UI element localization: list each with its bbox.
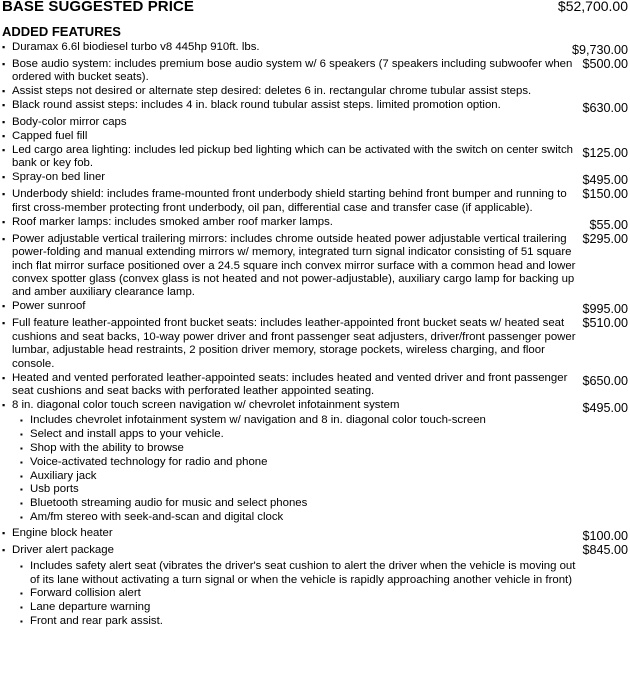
feature-item xyxy=(2,527,630,543)
feature-description xyxy=(12,300,582,313)
bullet-icon: ▪ xyxy=(2,172,6,183)
bullet-icon: ▪ xyxy=(2,400,6,411)
sub-feature-item xyxy=(20,511,578,525)
feature-text: Heated and vented perforated leather-appointed seats: includes heated and vented driver and front passenger seat cushions and seat backs with perforated leather appointed seating. xyxy=(12,371,568,398)
bullet-icon: ▪ xyxy=(2,86,6,96)
sub-feature-item xyxy=(20,442,578,456)
sub-feature-text: Bluetooth streaming audio for music and select phones xyxy=(30,497,308,510)
bullet-icon: ▪ xyxy=(2,216,6,227)
feature-item xyxy=(2,188,630,215)
sub-bullet-icon: ▪ xyxy=(20,416,23,426)
sub-feature-text: Lane departure warning xyxy=(30,601,151,614)
feature-description xyxy=(12,527,582,540)
feature-text: Power sunroof xyxy=(12,300,86,313)
sub-feature-text: Auxiliary jack xyxy=(30,469,97,482)
sub-bullet-icon: ▪ xyxy=(20,430,23,440)
feature-item xyxy=(2,85,630,98)
feature-text: Body-color mirror caps xyxy=(12,116,127,128)
bullet-icon: ▪ xyxy=(2,131,6,141)
sub-feature-item xyxy=(20,560,578,588)
feature-price: $995.00 xyxy=(582,302,628,317)
feature-item xyxy=(2,233,630,300)
feature-description xyxy=(12,233,582,300)
feature-description xyxy=(12,317,582,371)
sub-bullet-icon: ▪ xyxy=(20,617,23,627)
feature-price: $500.00 xyxy=(582,56,628,71)
feature-price: $125.00 xyxy=(582,146,628,160)
feature-item xyxy=(2,58,630,85)
feature-price: $55.00 xyxy=(589,217,628,232)
sub-bullet-icon: ▪ xyxy=(20,499,23,509)
feature-description xyxy=(12,171,582,184)
feature-sublist xyxy=(20,414,578,524)
feature-text: Engine block heater xyxy=(12,527,113,540)
bullet-icon: ▪ xyxy=(2,117,6,127)
feature-text: Power adjustable vertical trailering mirrors: includes chrome outside heated power adjustable vertical trailering power-folding and manual extending mirrors w/ memory, integrated turn signal indicator consisting of 51 square inch flat mirror surface positioned over a 24.5 square inch convex mirror surface with a common head and lower convex spotter glass (convex glass is not heated and not power-adjustable), auxiliary cargo lamp for backing up and amber auxiliary clearance lamp. xyxy=(12,232,576,299)
sub-feature-item xyxy=(20,587,578,601)
sub-bullet-icon: ▪ xyxy=(20,513,23,523)
sub-feature-text: Includes safety alert seat (vibrates the driver's seat cushion to alert the driver when the vehicle is moving out of its lane without activating a turn signal or when the vehicle is rapidly approaching another vehicle in front) xyxy=(30,559,576,586)
sub-feature-text: Select and install apps to your vehicle. xyxy=(30,428,224,441)
feature-item xyxy=(2,399,630,527)
added-features-title: ADDED FEATURES xyxy=(2,24,121,39)
feature-item xyxy=(2,130,630,143)
sub-feature-item xyxy=(20,615,578,629)
feature-price: $495.00 xyxy=(582,401,628,416)
feature-description xyxy=(12,130,628,143)
sub-feature-item xyxy=(20,601,578,615)
bullet-icon: ▪ xyxy=(2,318,6,329)
features-list xyxy=(2,41,630,631)
feature-text: Underbody shield: includes frame-mounted front underbody shield starting behind front bumper and running to first cross-member protecting front underbody, oil pan, differential case and transfer case (if applicable). xyxy=(12,188,567,214)
feature-item xyxy=(2,171,630,187)
feature-price: $495.00 xyxy=(582,173,628,188)
feature-text: Full feature leather-appointed front bucket seats: includes leather-appointed front bucket seats w/ heated seat cushions and seat backs, 10-way power driver and front passenger seat adjusters, driver/front passenger power lumbar, adjustable head restraints, 2 position driver memory, storage pockets, wireless charging, and floor console. xyxy=(12,317,576,370)
sub-bullet-icon: ▪ xyxy=(20,603,23,613)
feature-text: Driver alert package xyxy=(12,544,114,557)
feature-text: Roof marker lamps: includes smoked amber roof marker lamps. xyxy=(12,215,333,228)
feature-item xyxy=(2,544,630,630)
feature-item xyxy=(2,144,630,171)
base-price-row xyxy=(2,0,630,15)
bullet-icon: ▪ xyxy=(2,41,6,52)
base-price-value: $52,700.00 xyxy=(557,0,628,14)
feature-price: $150.00 xyxy=(582,187,628,202)
feature-item xyxy=(2,317,630,371)
feature-text: Black round assist steps: includes 4 in. black round tubular assist steps. limited promotion option. xyxy=(12,99,501,111)
bullet-icon: ▪ xyxy=(2,301,6,312)
feature-price: $845.00 xyxy=(582,543,628,558)
feature-price: $295.00 xyxy=(582,231,628,246)
feature-description xyxy=(12,99,582,112)
bullet-icon: ▪ xyxy=(2,372,6,383)
sub-feature-text: Includes chevrolet infotainment system w/ navigation and 8 in. diagonal color touch-screen xyxy=(30,414,486,427)
feature-price: $510.00 xyxy=(582,316,628,331)
sub-feature-text: Shop with the ability to browse xyxy=(30,442,184,455)
feature-description xyxy=(12,399,582,527)
feature-description xyxy=(12,144,582,171)
sub-feature-text: Front and rear park assist. xyxy=(30,615,163,628)
feature-item xyxy=(2,116,630,129)
feature-item xyxy=(2,99,630,115)
feature-price: $630.00 xyxy=(582,101,628,115)
bullet-icon: ▪ xyxy=(2,528,6,539)
bullet-icon: ▪ xyxy=(2,100,6,110)
feature-description xyxy=(12,216,589,229)
feature-description xyxy=(12,116,628,129)
feature-text: Duramax 6.6l biodiesel turbo v8 445hp 910ft. lbs. xyxy=(12,40,260,53)
feature-text: Capped fuel fill xyxy=(12,130,88,142)
sub-feature-text: Usb ports xyxy=(30,483,79,496)
feature-description xyxy=(12,85,628,98)
sub-feature-item xyxy=(20,414,578,428)
feature-item xyxy=(2,41,630,57)
feature-item xyxy=(2,216,630,232)
sub-bullet-icon: ▪ xyxy=(20,589,23,599)
sub-bullet-icon: ▪ xyxy=(20,485,23,495)
bullet-icon: ▪ xyxy=(2,189,6,200)
feature-text: 8 in. diagonal color touch screen navigation w/ chevrolet infotainment system xyxy=(12,399,400,412)
sub-bullet-icon: ▪ xyxy=(20,561,23,571)
feature-text: Spray-on bed liner xyxy=(12,171,106,184)
sub-bullet-icon: ▪ xyxy=(20,444,23,454)
feature-price: $650.00 xyxy=(582,373,628,388)
sub-feature-text: Voice-activated technology for radio and phone xyxy=(30,455,268,468)
bullet-icon: ▪ xyxy=(2,145,6,155)
sub-feature-item xyxy=(20,483,578,497)
feature-description xyxy=(12,372,582,399)
feature-item xyxy=(2,372,630,399)
feature-sublist xyxy=(20,560,578,629)
sub-feature-text: Am/fm stereo with seek-and-scan and digital clock xyxy=(30,511,284,524)
feature-price: $100.00 xyxy=(582,529,628,544)
feature-price: $9,730.00 xyxy=(571,42,628,57)
sub-bullet-icon: ▪ xyxy=(20,457,23,467)
bullet-icon: ▪ xyxy=(2,58,6,69)
feature-description xyxy=(12,58,582,85)
sub-bullet-icon: ▪ xyxy=(20,471,23,481)
base-price-title: BASE SUGGESTED PRICE xyxy=(2,0,195,15)
feature-text: Bose audio system: includes premium bose audio system w/ 6 speakers (7 speakers including subwoofer when ordered with bucket seats). xyxy=(12,57,573,83)
bullet-icon: ▪ xyxy=(2,545,6,556)
sub-feature-item xyxy=(20,470,578,484)
feature-description xyxy=(12,544,582,630)
feature-description xyxy=(12,188,582,215)
feature-text: Led cargo area lighting: includes led pickup bed lighting which can be activated with the switch on center switch bank or key fob. xyxy=(12,144,574,170)
sub-feature-text: Forward collision alert xyxy=(30,587,141,600)
feature-description xyxy=(12,41,572,54)
sub-feature-item xyxy=(20,456,578,470)
bullet-icon: ▪ xyxy=(2,233,6,244)
feature-text: Assist steps not desired or alternate step desired: deletes 6 in. rectangular chrome tubular assist steps. xyxy=(12,85,532,97)
sub-feature-item xyxy=(20,428,578,442)
feature-item xyxy=(2,300,630,316)
sub-feature-item xyxy=(20,497,578,511)
